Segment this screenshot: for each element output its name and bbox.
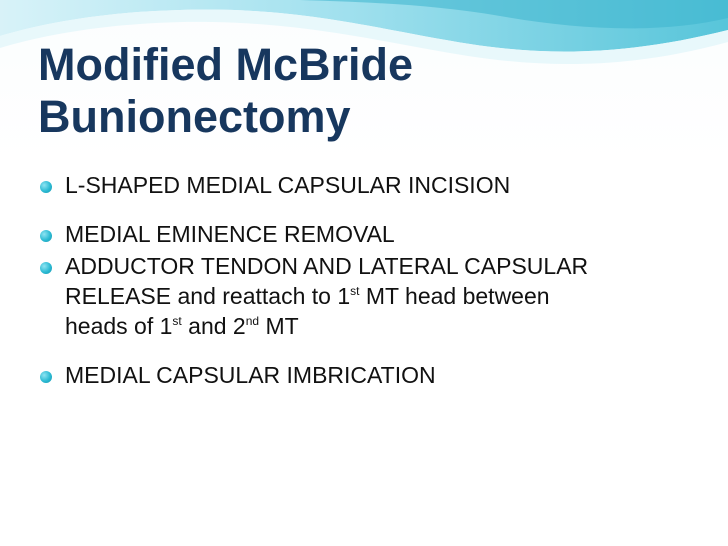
slide-title: Modified McBride Bunionectomy (38, 39, 414, 142)
bullet-item (40, 219, 700, 249)
bullet-text: MEDIAL EMINENCE REMOVAL (65, 221, 395, 247)
bullet-dot-icon (40, 371, 52, 383)
bullet-text-line1: ADDUCTOR TENDON AND LATERAL CAPSULAR (65, 253, 589, 279)
bullet-dot-icon (40, 181, 52, 193)
bullet-text: L-SHAPED MEDIAL CAPSULAR INCISION (65, 172, 511, 198)
bullet-text: MEDIAL CAPSULAR IMBRICATION (65, 362, 436, 388)
bullet-item (40, 360, 700, 390)
bullet-text-line2: RELEASE and reattach to 1st MT head between (65, 283, 550, 309)
bullet-list (40, 170, 700, 390)
bullet-item (40, 170, 700, 200)
bullet-item (40, 251, 700, 341)
bullet-dot-icon (40, 230, 52, 242)
bullet-dot-icon (40, 262, 52, 274)
bullet-text-line3: heads of 1st and 2nd MT (65, 313, 299, 339)
